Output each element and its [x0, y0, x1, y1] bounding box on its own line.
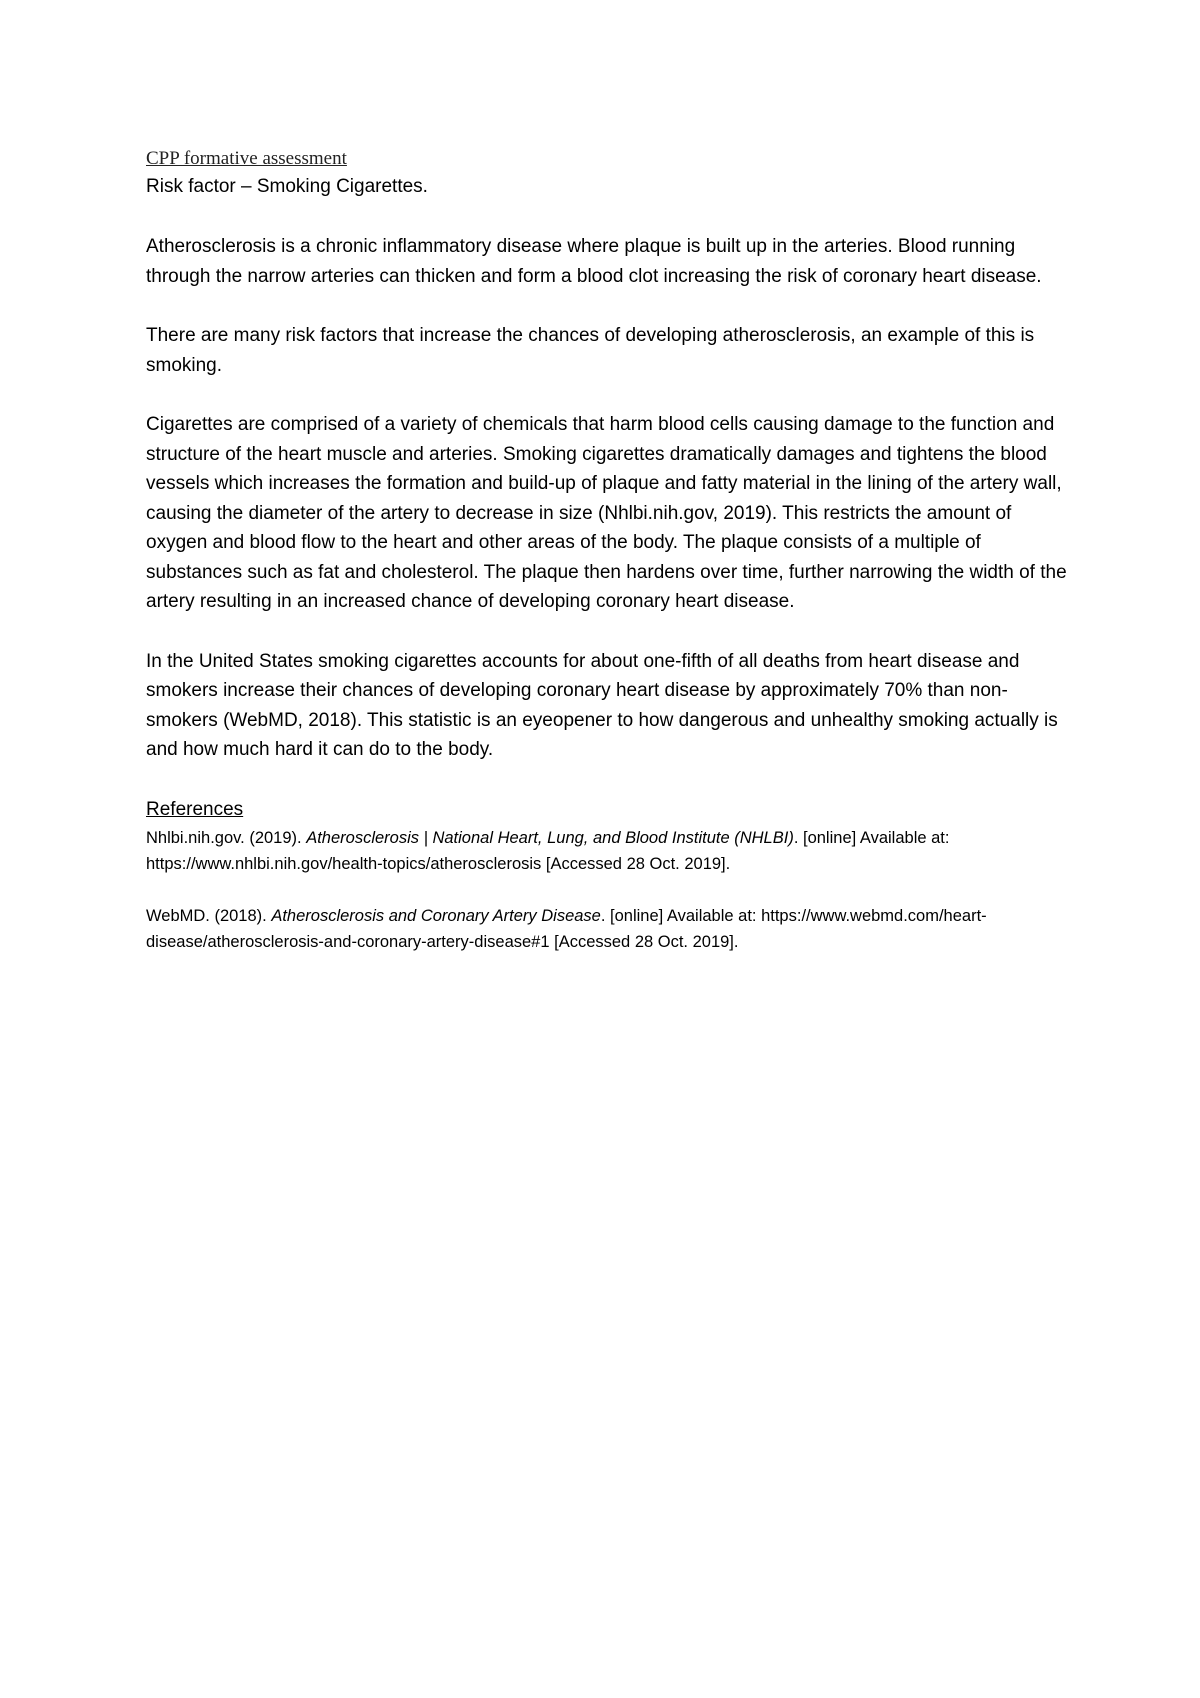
document-page: [146, 146, 1076, 981]
reference-2: [146, 903, 1076, 955]
references-heading: References: [146, 798, 244, 820]
reference-1-prefix: Nhlbi.nih.gov. (2019).: [146, 828, 307, 847]
paragraph-4: In the United States smoking cigarettes accounts for about one-fifth of all deaths from heart disease and smokers increase their chances of developing coronary heart disease by approximately 70% than non-smokers (WebMD, 2018). This statistic is an eyeopener to how dangerous and unhealthy smoking actually is and how much hard it can do to the body.: [146, 650, 1058, 760]
reference-2-title: Atherosclerosis and Coronary Artery Disease: [271, 906, 601, 925]
document-subtitle: Risk factor – Smoking Cigarettes.: [146, 176, 428, 197]
reference-1: [146, 825, 1076, 877]
reference-2-prefix: WebMD. (2018).: [146, 906, 272, 925]
document-title: CPP formative assessment: [146, 148, 347, 169]
paragraph-1: Atherosclerosis is a chronic inflammatory disease where plaque is built up in the arteries. Blood running through the narrow arteries can thicken and form a blood clot increasing the risk of coronary heart disease.: [146, 236, 1042, 287]
paragraph-3: Cigarettes are comprised of a variety of chemicals that harm blood cells causing damage to the function and structure of the heart muscle and arteries. Smoking cigarettes dramatically damages and tightens the blood vessels which increases the formation and build-up of plaque and fatty material in the lining of the artery wall, causing the diameter of the artery to decrease in size (Nhlbi.nih.gov, 2019). This restricts the amount of oxygen and blood flow to the heart and other areas of the body. The plaque consists of a multiple of substances such as fat and cholesterol. The plaque then hardens over time, further narrowing the width of the artery resulting in an increased chance of developing coronary heart disease.: [146, 414, 1067, 612]
reference-1-title: Atherosclerosis | National Heart, Lung, and Blood Institute (NHLBI): [306, 828, 794, 847]
reference-1-suffix: . [online] Available at: https://www.nhlbi.nih.gov/health-topics/atherosclerosis [Accessed 28 Oct. 2019].: [146, 828, 950, 873]
paragraph-2: There are many risk factors that increase the chances of developing atherosclerosis, an example of this is smoking.: [146, 325, 1035, 376]
reference-2-suffix: . [online] Available at: https://www.webmd.com/heart-disease/atherosclerosis-and-coronary-artery-disease#1 [Accessed 28 Oct. 2019].: [146, 906, 987, 951]
